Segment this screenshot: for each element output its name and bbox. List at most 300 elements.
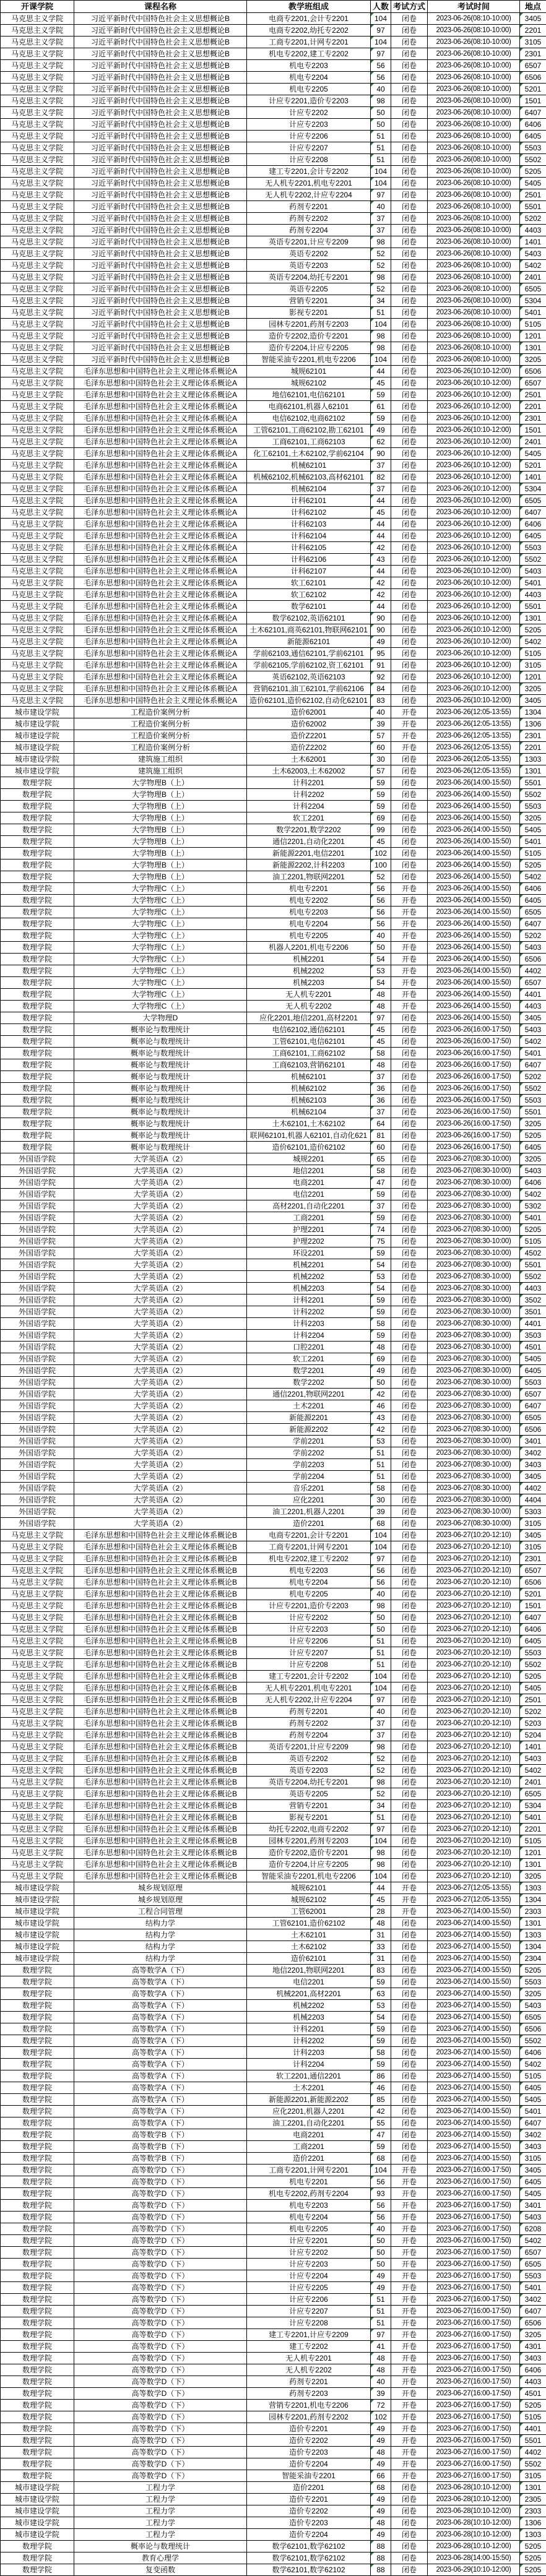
cell-exam-method: 闭卷: [391, 1224, 428, 1236]
cell-count: 48: [371, 989, 391, 1001]
cell-room: 2401: [520, 1777, 546, 1788]
cell-exam-time: 2023-06-27(10:20-12:10): [428, 1777, 520, 1788]
cell-exam-method: 闭卷: [391, 2059, 428, 2070]
cell-exam-method: 开卷: [391, 1894, 428, 1906]
cell-room: 1303: [520, 1929, 546, 1941]
cell-count: 98: [371, 342, 391, 354]
table-row: [1, 942, 546, 954]
cell-classes: 软工2201: [247, 812, 371, 824]
cell-classes: 机电专2204: [247, 72, 371, 84]
cell-exam-method: 闭卷: [391, 2552, 428, 2564]
table-row: [1, 389, 546, 401]
cell-count: 55: [371, 2117, 391, 2129]
cell-course: 大学物理B（上）: [74, 836, 247, 848]
table-row: [1, 2329, 546, 2341]
cell-room: 5205: [520, 2552, 546, 2564]
cell-exam-time: 2023-06-27(10:20-12:10): [428, 1671, 520, 1682]
cell-course: 毛泽东思想和中国特色社会主义理论体系概论A: [74, 389, 247, 401]
cell-room: 5202: [520, 930, 546, 942]
table-row: [1, 1036, 546, 1048]
cell-room: 1301: [520, 765, 546, 777]
cell-course: 毛泽东思想和中国特色社会主义理论体系概论B: [74, 1788, 247, 1800]
table-row: [1, 2259, 546, 2270]
cell-classes: 造价62001: [247, 707, 371, 718]
cell-exam-time: 2023-06-27(08:30-10:00): [428, 1189, 520, 1200]
cell-exam-method: 闭卷: [391, 1212, 428, 1224]
cell-exam-method: 开卷: [391, 2470, 428, 2482]
cell-college: 马克思主义学院: [1, 1812, 74, 1824]
cell-exam-method: 开卷: [391, 2247, 428, 2259]
cell-exam-method: 闭卷: [391, 2541, 428, 2552]
cell-room: 2201: [520, 25, 546, 37]
cell-count: 54: [371, 2012, 391, 2023]
cell-classes: 造价专2204,计应专2205: [247, 342, 371, 354]
cell-count: 46: [371, 1400, 391, 1412]
cell-exam-time: 2023-06-28(10:10-12:00): [428, 2482, 520, 2494]
table-row: [1, 1706, 546, 1718]
cell-classes: 计科2202: [247, 1306, 371, 1318]
cell-classes: 机械62104: [247, 483, 371, 495]
cell-classes: 英语专2201,计应专2209: [247, 1741, 371, 1753]
cell-exam-time: 2023-06-27(16:00-17:50): [428, 2188, 520, 2200]
cell-exam-method: 闭卷: [391, 2023, 428, 2035]
cell-room: 3403: [520, 2141, 546, 2153]
cell-classes: 计应专2207: [247, 1647, 371, 1659]
cell-exam-method: 闭卷: [391, 236, 428, 248]
cell-classes: 电信62102,电商62102: [247, 413, 371, 424]
cell-exam-method: 闭卷: [391, 671, 428, 683]
cell-course: 高等数学D（下）: [74, 2235, 247, 2247]
cell-room: 3403: [520, 1459, 546, 1471]
cell-college: 数理学院: [1, 2423, 74, 2435]
cell-exam-method: 闭卷: [391, 1871, 428, 1882]
cell-exam-method: 闭卷: [391, 1765, 428, 1777]
cell-exam-time: 2023-06-27(10:20-12:10): [428, 1718, 520, 1730]
cell-course: 毛泽东思想和中国特色社会主义理论体系概论A: [74, 577, 247, 589]
cell-exam-time: 2023-06-27(16:00-17:50): [428, 2165, 520, 2176]
table-row: [1, 2552, 546, 2564]
cell-classes: 电商专2202,幼托专2202: [247, 25, 371, 37]
cell-exam-method: 开卷: [391, 2317, 428, 2329]
cell-room: 5405: [520, 178, 546, 189]
cell-exam-method: 闭卷: [391, 1741, 428, 1753]
cell-exam-time: 2023-06-27(10:20-12:10): [428, 1635, 520, 1647]
table-row: [1, 507, 546, 519]
table-row: [1, 918, 546, 930]
table-row: [1, 436, 546, 448]
cell-exam-time: 2023-06-27(10:20-12:10): [428, 1553, 520, 1565]
cell-room: 2304: [520, 1953, 546, 1965]
cell-course: 高等数学A（下）: [74, 2059, 247, 2070]
cell-classes: 工管62101,工商62102,勘工62101: [247, 424, 371, 436]
cell-classes: 机电专2202,建工专2202: [247, 48, 371, 60]
cell-classes: 机械2201: [247, 954, 371, 965]
cell-count: 46: [371, 2082, 391, 2094]
cell-count: 39: [371, 718, 391, 730]
cell-classes: 机电专2203: [247, 2200, 371, 2212]
cell-course: 大学英语A（2）: [74, 1365, 247, 1377]
cell-exam-method: 闭卷: [391, 48, 428, 60]
cell-exam-method: 闭卷: [391, 13, 428, 25]
cell-room: 3205: [520, 1871, 546, 1882]
cell-exam-time: 2023-06-26(16:00-17:50): [428, 1071, 520, 1083]
cell-exam-time: 2023-06-26(12:05-13:55): [428, 707, 520, 718]
cell-classes: 工商62101,工商62102: [247, 1048, 371, 1059]
cell-count: 68: [371, 1518, 391, 1530]
cell-exam-method: 闭卷: [391, 307, 428, 319]
table-row: [1, 1765, 546, 1777]
cell-classes: 机电专2201: [247, 883, 371, 895]
cell-classes: 应化2201,地信2201,高材2201: [247, 1012, 371, 1024]
cell-classes: 智能采油专2201,机电专2206: [247, 354, 371, 366]
cell-college: 数理学院: [1, 2552, 74, 2564]
cell-room: 5501: [520, 777, 546, 789]
cell-room: 2301: [520, 413, 546, 424]
cell-exam-time: 2023-06-27(10:20-12:10): [428, 1647, 520, 1659]
cell-room: 3105: [520, 2153, 546, 2165]
cell-count: 59: [371, 777, 391, 789]
cell-course: 习近平新时代中国特色社会主义思想概论B: [74, 330, 247, 342]
cell-exam-time: 2023-06-26(10:10-12:00): [428, 589, 520, 601]
cell-room: 1303: [520, 1882, 546, 1894]
cell-exam-time: 2023-06-27(12:05-13:55): [428, 1882, 520, 1894]
cell-count: 44: [371, 495, 391, 507]
cell-exam-method: 开卷: [391, 2188, 428, 2200]
cell-classes: 造价2201: [247, 2482, 371, 2494]
cell-classes: 计应专2206: [247, 131, 371, 142]
table-row: [1, 154, 546, 166]
cell-room: 5202: [520, 213, 546, 225]
table-row: [1, 660, 546, 671]
table-row: [1, 1118, 546, 1130]
cell-classes: 药剂专2202: [247, 1718, 371, 1730]
cell-college: 马克思主义学院: [1, 1706, 74, 1718]
cell-exam-time: 2023-06-26(16:00-17:50): [428, 1059, 520, 1071]
cell-exam-time: 2023-06-26(10:10-12:00): [428, 648, 520, 660]
cell-exam-method: 闭卷: [391, 1812, 428, 1824]
cell-college: 马克思主义学院: [1, 1765, 74, 1777]
cell-count: 48: [371, 2447, 391, 2458]
cell-course: 高等数学A（下）: [74, 2000, 247, 2012]
cell-count: 88: [371, 2552, 391, 2564]
cell-exam-method: 开卷: [391, 2329, 428, 2341]
cell-count: 59: [371, 1330, 391, 1342]
cell-room: 5405: [520, 1353, 546, 1365]
cell-classes: 土木62101: [247, 1929, 371, 1941]
cell-room: 6406: [520, 2047, 546, 2059]
cell-room: 5203: [520, 1718, 546, 1730]
cell-college: 马克思主义学院: [1, 48, 74, 60]
cell-course: 习近平新时代中国特色社会主义思想概论B: [74, 72, 247, 84]
cell-room: 1401: [520, 236, 546, 248]
cell-course: 毛泽东思想和中国特色社会主义理论体系概论B: [74, 1682, 247, 1694]
cell-count: 52: [371, 260, 391, 272]
cell-room: 6506: [520, 2317, 546, 2329]
cell-college: 数理学院: [1, 989, 74, 1001]
cell-room: 5303: [520, 1506, 546, 1518]
cell-college: 外国语学院: [1, 1318, 74, 1330]
cell-exam-time: 2023-06-26(10:10-12:00): [428, 530, 520, 542]
cell-exam-time: 2023-06-26(12:05-13:55): [428, 754, 520, 765]
cell-room: 5503: [520, 1976, 546, 1988]
cell-room: 3401: [520, 1436, 546, 1447]
cell-college: 数理学院: [1, 848, 74, 859]
table-row: [1, 1165, 546, 1177]
cell-college: 外国语学院: [1, 1377, 74, 1389]
cell-count: 68: [371, 2482, 391, 2494]
cell-classes: 机械62103: [247, 1095, 371, 1106]
cell-exam-time: 2023-06-27(14:00-15:50): [428, 2070, 520, 2082]
cell-college: 数理学院: [1, 2188, 74, 2200]
cell-count: 43: [371, 554, 391, 566]
table-row: [1, 1882, 546, 1894]
cell-college: 城市建设学院: [1, 1906, 74, 1918]
cell-course: 大学英语A（2）: [74, 1283, 247, 1294]
cell-exam-time: 2023-06-27(16:00-17:50): [428, 2212, 520, 2223]
cell-exam-time: 2023-06-26(10:10-12:00): [428, 671, 520, 683]
cell-classes: 电信2201: [247, 1189, 371, 1200]
cell-college: 数理学院: [1, 1965, 74, 1976]
cell-room: 1306: [520, 718, 546, 730]
cell-course: 大学英语A（2）: [74, 1153, 247, 1165]
cell-count: 90: [371, 448, 391, 460]
cell-exam-method: 闭卷: [391, 1847, 428, 1859]
cell-classes: 造价专2204: [247, 2529, 371, 2541]
cell-room: 4404: [520, 1494, 546, 1506]
cell-exam-method: 闭卷: [391, 1718, 428, 1730]
cell-classes: 计科2201: [247, 2023, 371, 2035]
cell-college: 数理学院: [1, 2212, 74, 2223]
cell-classes: 工商2201: [247, 1212, 371, 1224]
cell-exam-time: 2023-06-27(14:00-15:50): [428, 2059, 520, 2070]
cell-count: 50: [371, 2259, 391, 2270]
table-row: [1, 1447, 546, 1459]
cell-count: 59: [371, 1976, 391, 1988]
table-row: [1, 2529, 546, 2541]
cell-course: 习近平新时代中国特色社会主义思想概论B: [74, 201, 247, 213]
table-row: [1, 272, 546, 283]
cell-exam-method: 闭卷: [391, 1247, 428, 1259]
cell-exam-method: 闭卷: [391, 812, 428, 824]
cell-exam-method: 闭卷: [391, 1236, 428, 1247]
cell-classes: 计应专2203: [247, 119, 371, 131]
cell-count: 69: [371, 812, 391, 824]
cell-room: 5503: [520, 142, 546, 154]
cell-course: 毛泽东思想和中国特色社会主义理论体系概论B: [74, 1553, 247, 1565]
cell-exam-method: 开卷: [391, 2411, 428, 2423]
cell-count: 48: [371, 2364, 391, 2376]
cell-exam-time: 2023-06-27(08:30-10:00): [428, 1236, 520, 1247]
table-row: [1, 1318, 546, 1330]
cell-exam-time: 2023-06-27(08:30-10:00): [428, 1400, 520, 1412]
cell-college: 外国语学院: [1, 1389, 74, 1400]
cell-classes: 机械62101: [247, 1071, 371, 1083]
table-row: [1, 2059, 546, 2070]
cell-college: 马克思主义学院: [1, 142, 74, 154]
cell-exam-method: 开卷: [391, 1882, 428, 1894]
cell-room: 6405: [520, 1142, 546, 1153]
cell-exam-method: 闭卷: [391, 1059, 428, 1071]
cell-course: 毛泽东思想和中国特色社会主义理论体系概论A: [74, 366, 247, 377]
table-row: [1, 1389, 546, 1400]
cell-course: 大学英语A（2）: [74, 1483, 247, 1494]
cell-classes: 工商专2201,计网专2201: [247, 1541, 371, 1553]
cell-classes: 营销专2201: [247, 1800, 371, 1812]
cell-exam-method: 开卷: [391, 2364, 428, 2376]
cell-exam-method: 开卷: [391, 2400, 428, 2411]
cell-college: 城市建设学院: [1, 1918, 74, 1929]
table-row: [1, 495, 546, 507]
cell-college: 马克思主义学院: [1, 1565, 74, 1577]
cell-room: 3205: [520, 1988, 546, 2000]
cell-course: 大学物理C（上）: [74, 965, 247, 977]
cell-course: 毛泽东思想和中国特色社会主义理论体系概论A: [74, 542, 247, 554]
cell-room: 6406: [520, 883, 546, 895]
cell-classes: 油工2201,机器人2201: [247, 1506, 371, 1518]
cell-college: 数理学院: [1, 2447, 74, 2458]
cell-count: 92: [371, 671, 391, 683]
cell-classes: 无人机专2201: [247, 2353, 371, 2364]
table-row: [1, 2200, 546, 2212]
cell-room: 5503: [520, 2270, 546, 2282]
cell-count: 40: [371, 1588, 391, 1600]
cell-classes: 药剂专2203: [247, 2388, 371, 2400]
cell-exam-time: 2023-06-26(08:10-10:00): [428, 225, 520, 236]
cell-exam-method: 闭卷: [391, 1976, 428, 1988]
cell-classes: 建工专2202: [247, 2341, 371, 2353]
cell-college: 马克思主义学院: [1, 201, 74, 213]
cell-room: 3501: [520, 1306, 546, 1318]
cell-exam-time: 2023-06-27(08:30-10:00): [428, 1459, 520, 1471]
cell-course: 高等数学D（下）: [74, 2435, 247, 2447]
cell-course: 毛泽东思想和中国特色社会主义理论体系概论B: [74, 1577, 247, 1588]
cell-course: 高等数学B（下）: [74, 2129, 247, 2141]
table-row: [1, 1788, 546, 1800]
cell-classes: 药剂专2204: [247, 225, 371, 236]
cell-course: 概率论与数理统计: [74, 1095, 247, 1106]
cell-college: 马克思主义学院: [1, 1671, 74, 1682]
table-row: [1, 1247, 546, 1259]
cell-room: 5502: [520, 1083, 546, 1095]
cell-college: 马克思主义学院: [1, 1871, 74, 1882]
cell-exam-method: 闭卷: [391, 1918, 428, 1929]
cell-count: 42: [371, 577, 391, 589]
cell-count: 41: [371, 2341, 391, 2353]
cell-room: 3405: [520, 1012, 546, 1024]
cell-count: 54: [371, 977, 391, 989]
cell-room: 6406: [520, 1177, 546, 1189]
cell-room: 1304: [520, 707, 546, 718]
cell-course: 大学英语A（2）: [74, 1412, 247, 1424]
cell-exam-time: 2023-06-26(08:10-10:00): [428, 201, 520, 213]
cell-room: 3205: [520, 1118, 546, 1130]
cell-course: 大学物理B（上）: [74, 871, 247, 883]
cell-count: 97: [371, 48, 391, 60]
cell-college: 数理学院: [1, 1012, 74, 1024]
cell-count: 83: [371, 695, 391, 707]
cell-room: 6405: [520, 131, 546, 142]
cell-exam-method: 开卷: [391, 742, 428, 754]
cell-count: 97: [371, 2329, 391, 2341]
cell-exam-time: 2023-06-26(08:10-10:00): [428, 236, 520, 248]
cell-course: 高等数学A（下）: [74, 2117, 247, 2129]
cell-exam-time: 2023-06-27(08:30-10:00): [428, 1283, 520, 1294]
cell-exam-time: 2023-06-26(16:00-17:50): [428, 1130, 520, 1142]
cell-college: 马克思主义学院: [1, 1682, 74, 1694]
cell-college: 数理学院: [1, 954, 74, 965]
cell-count: 50: [371, 2235, 391, 2247]
table-row: [1, 107, 546, 119]
cell-count: 52: [371, 283, 391, 295]
cell-classes: 计科62105: [247, 542, 371, 554]
cell-college: 数理学院: [1, 777, 74, 789]
cell-count: 60: [371, 742, 391, 754]
cell-exam-time: 2023-06-26(08:10-10:00): [428, 272, 520, 283]
table-row: [1, 2435, 546, 2447]
table-row: [1, 859, 546, 871]
cell-exam-time: 2023-06-26(16:00-17:50): [428, 1024, 520, 1036]
table-row: [1, 601, 546, 613]
cell-count: 59: [371, 1294, 391, 1306]
cell-college: 马克思主义学院: [1, 1788, 74, 1800]
table-row: [1, 1471, 546, 1483]
cell-course: 习近平新时代中国特色社会主义思想概论B: [74, 307, 247, 319]
cell-college: 马克思主义学院: [1, 683, 74, 695]
cell-course: 习近平新时代中国特色社会主义思想概论B: [74, 213, 247, 225]
cell-college: 马克思主义学院: [1, 1612, 74, 1624]
cell-count: 51: [371, 1471, 391, 1483]
cell-exam-method: 闭卷: [391, 178, 428, 189]
table-row: [1, 577, 546, 589]
cell-count: 37: [371, 460, 391, 472]
cell-classes: 幼托专2202,电商专2202: [247, 1824, 371, 1835]
cell-classes: 计科62101: [247, 495, 371, 507]
cell-room: 5401: [520, 577, 546, 589]
cell-exam-time: 2023-06-26(14:00-15:50): [428, 789, 520, 801]
table-row: [1, 777, 546, 789]
cell-college: 马克思主义学院: [1, 354, 74, 366]
cell-exam-method: 闭卷: [391, 1271, 428, 1283]
cell-course: 大学物理B（上）: [74, 789, 247, 801]
cell-exam-time: 2023-06-26(10:10-12:00): [428, 413, 520, 424]
cell-course: 毛泽东思想和中国特色社会主义理论体系概论B: [74, 1765, 247, 1777]
cell-room: 5205: [520, 1130, 546, 1142]
cell-college: 马克思主义学院: [1, 1577, 74, 1588]
cell-classes: 机械62101: [247, 460, 371, 472]
cell-exam-method: 开卷: [391, 2306, 428, 2317]
cell-count: 56: [371, 918, 391, 930]
cell-exam-method: 闭卷: [391, 1965, 428, 1976]
cell-exam-method: 闭卷: [391, 189, 428, 201]
cell-classes: 园林专2201,药剂专2203: [247, 319, 371, 330]
cell-count: 97: [371, 25, 391, 37]
cell-course: 大学物理C（上）: [74, 989, 247, 1001]
cell-exam-method: 闭卷: [391, 1929, 428, 1941]
table-row: [1, 1682, 546, 1694]
cell-course: 毛泽东思想和中国特色社会主义理论体系概论A: [74, 636, 247, 648]
cell-exam-time: 2023-06-27(08:30-10:00): [428, 1412, 520, 1424]
cell-classes: 园林专2201,药剂专2202: [247, 2411, 371, 2423]
table-row: [1, 166, 546, 178]
cell-exam-method: 闭卷: [391, 1436, 428, 1447]
cell-college: 外国语学院: [1, 1189, 74, 1200]
table-row: [1, 848, 546, 859]
cell-exam-time: 2023-06-26(10:10-12:00): [428, 566, 520, 577]
cell-college: 数理学院: [1, 2388, 74, 2400]
cell-count: 54: [371, 1259, 391, 1271]
cell-exam-method: 闭卷: [391, 342, 428, 354]
cell-room: 6507: [520, 2247, 546, 2259]
